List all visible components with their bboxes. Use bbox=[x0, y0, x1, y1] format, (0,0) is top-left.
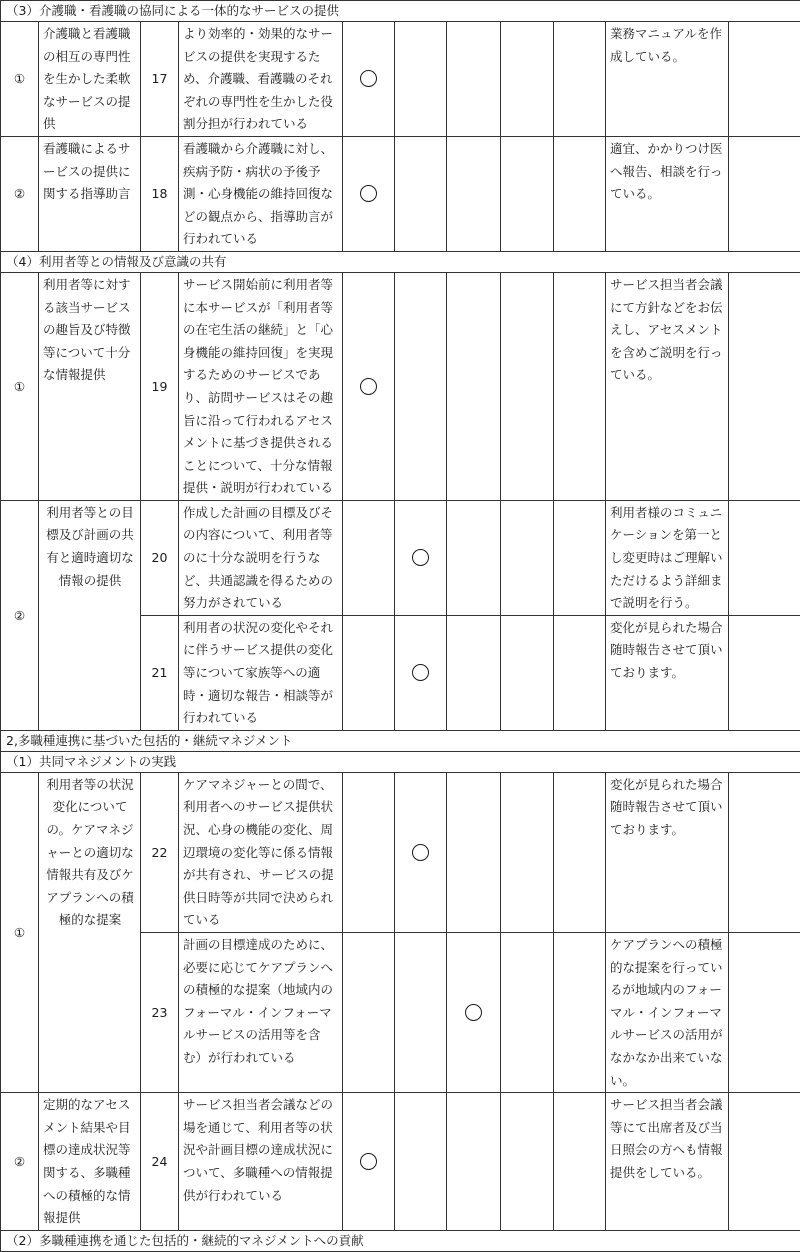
rating-cell-5 bbox=[554, 1093, 606, 1231]
evaluation-item: 利用者等との目標及び計画の共有と適時適切な情報の提供 bbox=[39, 500, 141, 730]
remarks-text: 変化が見られた場合随時報告させて頂いております。 bbox=[606, 772, 729, 932]
circle-mark-icon bbox=[360, 70, 377, 87]
criteria-text: 作成した計画の目標及びその内容について、利用者等のに十分な説明を行うなど、共通認識を得るための努力がされている bbox=[179, 500, 343, 615]
remarks-text: 変化が見られた場合随時報告させて頂いております。 bbox=[606, 615, 729, 730]
evaluation-item: 利用者等の状況変化についての。ケアマネジャーとの適切な情報共有及びケアプランへの積極的な提案 bbox=[39, 772, 141, 1092]
item-number: ② bbox=[1, 500, 39, 730]
remarks-text: 適宜、かかりつけ医へ報告、相談を行っている。 bbox=[606, 136, 729, 251]
criteria-text: 利用者の状況の変化やそれに伴うサービス提供の変化等について家族等への適時・適切な報告・相談等が行われている bbox=[179, 615, 343, 730]
rating-cell-4 bbox=[501, 615, 554, 730]
rating-cell-5 bbox=[554, 772, 606, 932]
rating-cell-4 bbox=[501, 500, 554, 615]
remarks-text: サービス担当者会議にて方針などをお伝えし、アセスメントを含めご説明を行っている。 bbox=[606, 272, 729, 500]
remarks-text: サービス担当者会議等にて出席者及び当日照会の方へも情報提供をしている。 bbox=[606, 1093, 729, 1231]
table-row bbox=[1, 500, 800, 615]
item-number: ① bbox=[1, 22, 39, 137]
extra-cell bbox=[729, 932, 800, 1092]
rating-cell-2 bbox=[395, 22, 447, 137]
extra-cell bbox=[729, 22, 800, 137]
extra-cell bbox=[729, 615, 800, 730]
rating-cell-3 bbox=[447, 772, 501, 932]
rating-cell-1 bbox=[343, 1093, 395, 1231]
item-number: ① bbox=[1, 272, 39, 500]
rating-cell-4 bbox=[501, 136, 554, 251]
criteria-text: サービス開始前に利用者等に本サービスが「利用者等の在宅生活の継続」と「心身機能の維持回復」を実現するためのサービスであり、訪問サービスはその趣旨に沿って行われるアセスメントに基づき提供されることについて、十分な情報提供・説明が行われている bbox=[179, 272, 343, 500]
criteria-text: ケアマネジャーとの間で、利用者へのサービス提供状況、心身の機能の変化、周辺環境の変化等に係る情報が共有され、サービスの提供日時等が共同で決められている bbox=[179, 772, 343, 932]
table-row bbox=[1, 272, 800, 500]
rating-cell-4 bbox=[501, 1093, 554, 1231]
rating-cell-1 bbox=[343, 500, 395, 615]
extra-cell bbox=[729, 772, 800, 932]
criteria-text: 計画の目標達成のために、必要に応じてケアプランへの積極的な提案（地域内のフォーマル・インフォーマルサービスの活用等を含む）が行われている bbox=[179, 932, 343, 1092]
section-header-row bbox=[1, 1, 800, 22]
extra-cell bbox=[729, 136, 800, 251]
rating-cell-4 bbox=[501, 272, 554, 500]
rating-cell-1 bbox=[343, 272, 395, 500]
section-header: （4）利用者等との情報及び意識の共有 bbox=[1, 251, 800, 272]
rating-cell-1 bbox=[343, 136, 395, 251]
rating-cell-2 bbox=[395, 500, 447, 615]
remarks-text: 利用者様のコミュニケーションを第一とし変更時はご理解いただけるよう詳細まで説明を行う。 bbox=[606, 500, 729, 615]
rating-cell-3 bbox=[447, 500, 501, 615]
rating-cell-2 bbox=[395, 272, 447, 500]
row-number: 19 bbox=[141, 272, 179, 500]
item-number: ② bbox=[1, 136, 39, 251]
circle-mark-icon bbox=[360, 185, 377, 202]
rating-cell-3 bbox=[447, 615, 501, 730]
section-header-row bbox=[1, 730, 800, 751]
rating-cell-5 bbox=[554, 500, 606, 615]
rating-cell-2 bbox=[395, 136, 447, 251]
row-number: 21 bbox=[141, 615, 179, 730]
rating-cell-3 bbox=[447, 272, 501, 500]
rating-cell-4 bbox=[501, 772, 554, 932]
circle-mark-icon bbox=[465, 1004, 482, 1021]
circle-mark-icon bbox=[360, 378, 377, 395]
table-row bbox=[1, 22, 800, 137]
criteria-text: 看護職から介護職に対し、疾病予防・病状の予後予測・心身機能の維持回復などの観点から、指導助言が行われている bbox=[179, 136, 343, 251]
evaluation-item: 利用者等に対する該当サービスの趣旨及び特徴等について十分な情報提供 bbox=[39, 272, 141, 500]
rating-cell-5 bbox=[554, 136, 606, 251]
item-number: ① bbox=[1, 772, 39, 1092]
table-row bbox=[1, 136, 800, 251]
remarks-text: ケアプランへの積極的な提案を行っているが地域内のフォーマル・インフォーマルサービスの活用がなかなか出来ていない。 bbox=[606, 932, 729, 1092]
section-header-row bbox=[1, 1230, 800, 1251]
table-row bbox=[1, 772, 800, 932]
rating-cell-2 bbox=[395, 932, 447, 1092]
rating-cell-2 bbox=[395, 615, 447, 730]
rating-cell-5 bbox=[554, 615, 606, 730]
section-header-row bbox=[1, 751, 800, 772]
circle-mark-icon bbox=[412, 549, 429, 566]
rating-cell-5 bbox=[554, 272, 606, 500]
extra-cell bbox=[729, 1093, 800, 1231]
section-header: （3）介護職・看護職の協同による一体的なサービスの提供 bbox=[1, 1, 800, 22]
section-header: （1）共同マネジメントの実践 bbox=[1, 751, 800, 772]
rating-cell-1 bbox=[343, 772, 395, 932]
circle-mark-icon bbox=[360, 1153, 377, 1170]
row-number: 24 bbox=[141, 1093, 179, 1231]
section-header-row bbox=[1, 251, 800, 272]
remarks-text: 業務マニュアルを作成している。 bbox=[606, 22, 729, 137]
rating-cell-3 bbox=[447, 932, 501, 1092]
rating-cell-5 bbox=[554, 22, 606, 137]
row-number: 18 bbox=[141, 136, 179, 251]
row-number: 22 bbox=[141, 772, 179, 932]
criteria-text: サービス担当者会議などの場を通じて、利用者等の状況や計画目標の達成状況について、多職種への情報提供が行われている bbox=[179, 1093, 343, 1231]
evaluation-item: 介護職と看護職の相互の専門性を生かした柔軟なサービスの提供 bbox=[39, 22, 141, 137]
rating-cell-3 bbox=[447, 1093, 501, 1231]
rating-cell-3 bbox=[447, 136, 501, 251]
rating-cell-1 bbox=[343, 22, 395, 137]
row-number: 20 bbox=[141, 500, 179, 615]
rating-cell-3 bbox=[447, 22, 501, 137]
rating-cell-4 bbox=[501, 932, 554, 1092]
criteria-text: より効率的・効果的なサービスの提供を実現するため、介護職、看護職のそれぞれの専門性を生かした役割分担が行われている bbox=[179, 22, 343, 137]
rating-cell-2 bbox=[395, 772, 447, 932]
rating-cell-4 bbox=[501, 22, 554, 137]
evaluation-item: 看護職によるサービスの提供に関する指導助言 bbox=[39, 136, 141, 251]
row-number: 17 bbox=[141, 22, 179, 137]
item-number: ② bbox=[1, 1093, 39, 1231]
extra-cell bbox=[729, 272, 800, 500]
major-section-header: 2,多職種連携に基づいた包括的・継続マネジメント bbox=[1, 730, 800, 751]
circle-mark-icon bbox=[412, 844, 429, 861]
section-header: （2）多職種連携を通じた包括的・継続的マネジメントへの貢献 bbox=[1, 1230, 800, 1251]
rating-cell-1 bbox=[343, 932, 395, 1092]
row-number: 23 bbox=[141, 932, 179, 1092]
table-row bbox=[1, 1093, 800, 1231]
rating-cell-1 bbox=[343, 615, 395, 730]
rating-cell-2 bbox=[395, 1093, 447, 1231]
extra-cell bbox=[729, 500, 800, 615]
circle-mark-icon bbox=[412, 664, 429, 681]
rating-cell-5 bbox=[554, 932, 606, 1092]
evaluation-item: 定期的なアセスメント結果や目標の達成状況等関する、多職種への積極的な情報提供 bbox=[39, 1093, 141, 1231]
